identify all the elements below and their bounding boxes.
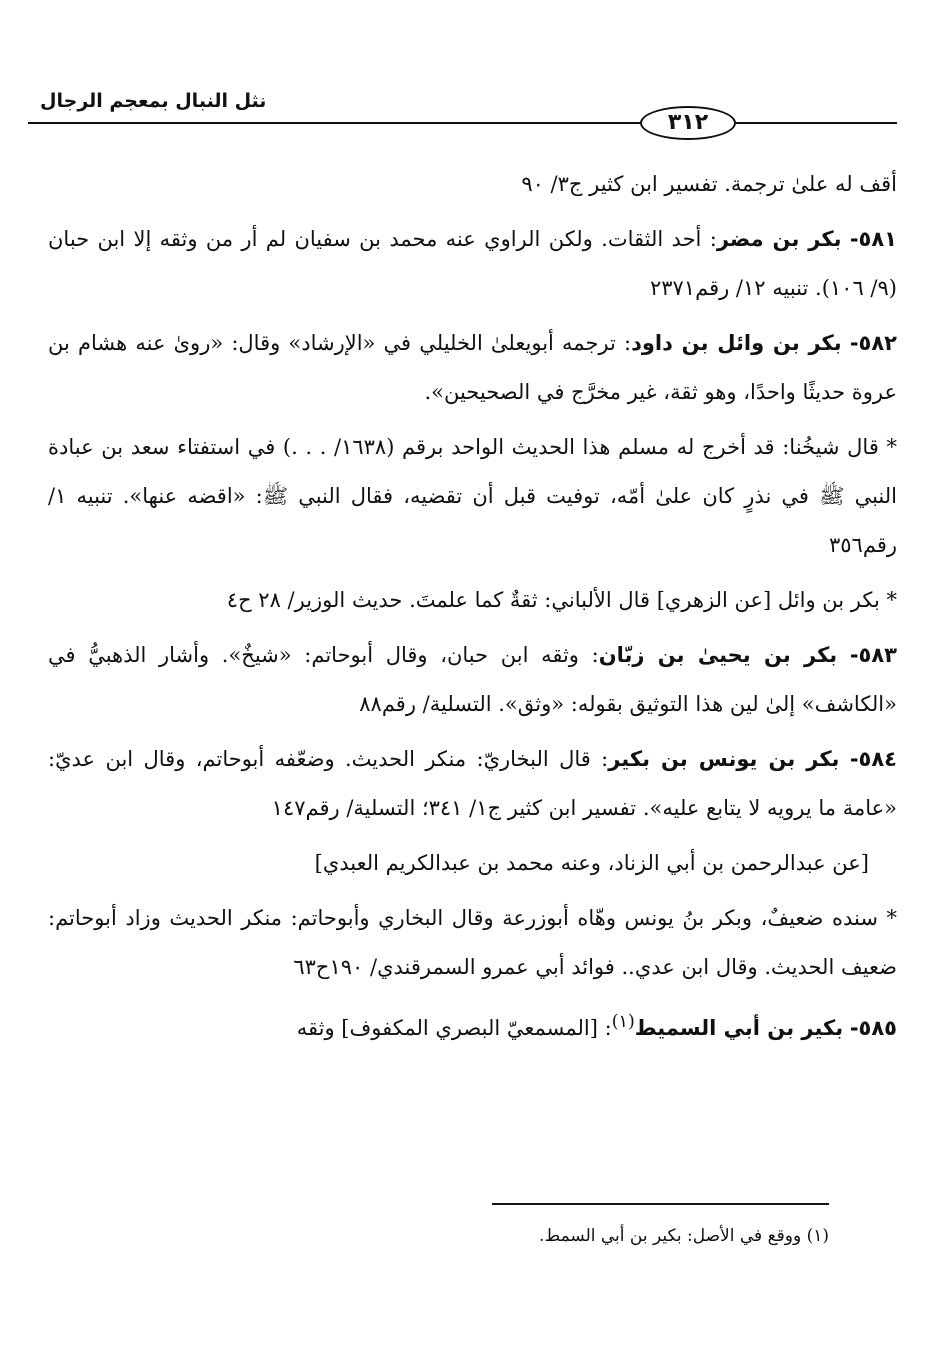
footnote: (١) ووقع في الأصل: بكير بن أبي السمط.	[539, 1226, 829, 1246]
entry-name: بكر بن وائل بن داود	[631, 331, 842, 355]
entry-number: ٥٨٤-	[849, 747, 897, 771]
entry-582-note-1: * قال شيخُنا: قد أخرج له مسلم هذا الحديث الواحد برقم (١٦٣٨/ . . .) في استفتاء سعد بن عبادة النبي ﷺ في نذرٍ كان علىٰ أمّه، توفيت قبل أن تقضيه، فقال النبي ﷺ: «اقضه عنها». تنبيه ١/ رقم٣٥٦	[48, 435, 897, 557]
entry-number: ٥٨٣-	[849, 643, 897, 667]
header-rule	[28, 122, 897, 124]
entry-583	[48, 631, 897, 729]
entry-585	[48, 998, 897, 1053]
entry-text: : قال البخاريّ: منكر الحديث. وضعّفه أبوحاتم، وقال ابن عديّ: «عامة ما يرويه لا يتابع عليه». تفسير ابن كثير ج١/ ٣٤١؛ التسلية/ رقم١٤٧	[48, 747, 897, 820]
entry-581	[48, 215, 897, 313]
footnote-ref: (١)	[611, 1012, 635, 1032]
entry-name: بكر بن يحيىٰ بن زبّان	[598, 643, 838, 667]
entry-number: ٥٨٢-	[849, 331, 897, 355]
entry-text: : ترجمه أبويعلىٰ الخليلي في «الإرشاد» وقال: «رویٰ عنه هشام بن عروة حديثًا واحدًا، وهو ثقة، غير مخرَّج في الصحيحين».	[48, 331, 897, 404]
entry-584	[48, 735, 897, 833]
entry-name: بكير بن أبي السميط	[634, 1016, 844, 1040]
entry-text: : [المسمعيّ البصري المكفوف] وثقه	[296, 1016, 612, 1040]
page-number: ٣١٢	[640, 106, 736, 140]
entry-text: : أحد الثقات. ولكن الراوي عنه محمد بن سفيان لم أر من وثقه إلا ابن حبان (٩/ ١٠٦). تنبيه ١٢/ رقم٢٣٧١	[48, 227, 897, 300]
entry-number: ٥٨١-	[849, 227, 897, 251]
entry-number: ٥٨٥-	[849, 1016, 897, 1040]
page-body	[48, 160, 897, 1059]
intro-line: أقف له علىٰ ترجمة. تفسير ابن كثير ج٣/ ٩٠	[521, 172, 897, 196]
entry-text: : وثقه ابن حبان، وقال أبوحاتم: «شيخٌ». وأشار الذهبيُّ في «الكاشف» إلىٰ لين هذا التوثيق بقوله: «وثق». التسلية/ رقم٨٨	[48, 643, 897, 716]
page-header	[28, 86, 897, 135]
entry-582-note-2: * بكر بن وائل [عن الزهري] قال الألباني: ثقةٌ كما علمتَ. حديث الوزير/ ٢٨ ح٤	[226, 588, 897, 612]
entry-584-note-1: * سنده ضعيفٌ، وبكر بنُ يونس وهّاه أبوزرعة وقال البخاري وأبوحاتم: منكر الحديث وزاد أبوحاتم: ضعيف الحديث. وقال ابن عدي.. فوائد أبي عمرو السمرقندي/ ١٩٠ح٦٣	[48, 906, 897, 979]
entry-584-bracket-line: [عن عبدالرحمن بن أبي الزناد، وعنه محمد بن عبدالكريم العبدي]	[314, 851, 869, 875]
book-title: نثل النبال بمعجم الرجال	[34, 90, 272, 112]
entry-582	[48, 319, 897, 417]
entry-name: بكر بن مضر	[716, 227, 842, 251]
entry-name: بكر بن يونس بن بكير	[608, 747, 840, 771]
footnote-rule	[492, 1203, 829, 1205]
